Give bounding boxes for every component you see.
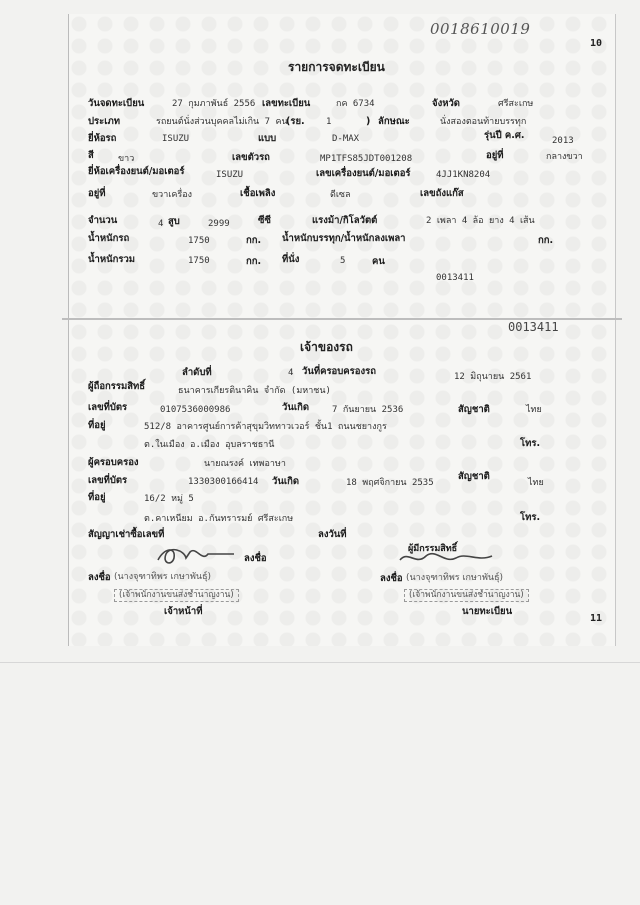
year-label: รุ่นปี ค.ศ. [484,130,525,141]
rot-close: ) [366,116,371,127]
owner-card-number: 0107536000986 [160,405,231,415]
gas-tank-label: เลขถังแก๊ส [420,188,464,199]
count-label: จำนวน [88,215,118,226]
nationality2-label: สัญชาติ [458,471,490,482]
order-label: ลำดับที่ [182,367,212,378]
fuel-label: เชื้อเพลิง [240,188,276,199]
right-signer-role: นายทะเบียน [462,606,513,617]
horsepower-label: แรงม้า/กิโลวัตต์ [312,215,378,226]
vehicle-style: นั่งสองตอนท้ายบรรทุก [440,117,527,127]
reg-date: 27 กุมภาพันธ์ 2556 [172,99,256,109]
owner-address-line1: 512/8 อาคารศูนย์การค้าสุขุมวิททาวเวอร์ ชั้น1 ถนนชยางกูร [144,422,387,432]
total-weight: 1750 [188,256,210,266]
address-label: ที่อยู่ [88,420,106,431]
engine-number: 4JJ1KN8204 [436,170,491,180]
engine-location: ขวาเครื่อง [152,190,192,200]
brand: ISUZU [162,134,190,144]
type-label: ประเภท [88,116,121,127]
fold-serial: 0013411 [508,320,559,334]
vehicle-weight: 1750 [188,236,210,246]
persons-label: คน [372,256,385,267]
brand-label: ยี่ห้อรถ [88,133,117,144]
holder-card-number: 1330300166414 [188,477,259,487]
left-signer-position: (เจ้าพนักงานขนส่งชำนาญงาน) [114,589,239,602]
left-signer-role: เจ้าหน้าที่ [164,606,203,617]
engine-brand: ISUZU [216,170,244,180]
style-label: ลักษณะ [378,116,410,127]
owner-heading: เจ้าของรถ [300,340,353,354]
vehicle-type: รถยนต์นั่งส่วนบุคคลไม่เกิน 7 คน [156,117,288,127]
kg-unit-3: กก. [246,256,262,267]
engine-number-label: เลขเครื่องยนต์/มอเตอร์ [316,168,411,179]
engine-brand-label: ยี่ห้อเครื่องยนต์/มอเตอร์ [88,166,185,177]
owner-name: ธนาคารเกียรตินาคิน จำกัด (มหาชน) [178,386,331,396]
tel-label: โทร. [520,438,541,449]
card2-label: เลขที่บัตร [88,475,128,486]
model-label: แบบ [258,133,277,144]
chassis-number: MP1TFS85JDT001208 [320,154,413,164]
owner-address-line2: ต.ในเมือง อ.เมือง อุบลราชธานี [144,440,275,450]
dob2-label: วันเกิด [272,476,299,487]
owner-label: ผู้ถือกรรมสิทธิ์ [88,381,146,392]
left-sign-label-top: ลงชื่อ [244,553,267,564]
lease-date-label: ลงวันที่ [318,529,347,540]
axles-wheels: 2 เพลา 4 ล้อ ยาง 4 เส้น [426,216,535,226]
left-signature [150,540,240,570]
tel2-label: โทร. [520,512,541,523]
model: D-MAX [332,134,360,144]
color-label: สี [88,150,94,161]
handwritten-number: 0018610019 [430,20,531,38]
holder-address-line1: 16/2 หมู่ 5 [144,494,194,504]
province: ศรีสะเกษ [498,99,534,109]
right-sign-label: ลงชื่อ [380,573,403,584]
rot-value: 1 [326,117,332,127]
owner-stamp-label: ผู้มีกรรมสิทธิ์ [408,544,458,554]
engine-cc: 2999 [208,219,230,229]
color: ขาว [118,154,135,164]
seats: 5 [340,256,346,266]
page-number-bottom: 11 [590,613,603,624]
holder-address-line2: ต.คาเหนียม อ.กันทรารมย์ ศรีสะเกษ [144,514,294,524]
card-label: เลขที่บัตร [88,402,128,413]
owner-dob: 7 กันยายน 2536 [332,405,404,415]
chassis-location-label: อยู่ที่ [486,150,504,161]
owner-order: 4 [288,368,294,378]
owner-nationality: ไทย [526,405,542,415]
reg-no-label: เลขทะเบียน [262,98,311,109]
rot-label: (รย. [286,116,305,127]
right-signer-position: (เจ้าพนักงานขนส่งชำนาญงาน) [404,589,529,602]
nationality-label: สัญชาติ [458,404,490,415]
load-label: น้ำหนักบรรทุก/น้ำหนักลงเพลา [282,233,406,244]
model-year: 2013 [552,136,574,146]
cylinder-label: สูบ [168,216,180,227]
lease-label: สัญญาเช่าซื้อเลขที่ [88,529,165,540]
weight-label: น้ำหนักรถ [88,233,130,244]
left-signer-name: (นางจุฑาทิพร เกษาพันธุ์) [114,572,212,582]
holder-label: ผู้ครอบครอง [88,457,139,468]
right-signer-name: (นางจุฑาทิพร เกษาพันธุ์) [406,573,504,583]
reg-no: กค 6734 [336,99,375,109]
dob-label: วันเกิด [282,402,309,413]
chassis-label: เลขตัวรถ [232,152,270,163]
possess-date: 12 มิถุนายน 2561 [454,372,532,382]
left-sign-label: ลงชื่อ [88,572,111,583]
right-signature [396,544,496,570]
reg-date-label: วันจดทะเบียน [88,98,145,109]
fuel: ดีเซล [330,190,351,200]
kg-unit-2: กก. [538,235,554,246]
address2-label: ที่อยู่ [88,492,106,503]
holder-name: นายณรงค์ เทพอาษา [204,459,286,469]
cc-label: ซีซี [258,215,271,226]
engine-location-label: อยู่ที่ [88,188,106,199]
page-number-top: 10 [590,38,603,49]
province-label: จังหวัด [432,98,460,109]
holder-dob: 18 พฤศจิกายน 2535 [346,478,434,488]
holder-nationality: ไทย [528,478,544,488]
cylinder-count: 4 [158,219,164,229]
registration-heading: รายการจดทะเบียน [288,60,385,74]
seats-label: ที่นั่ง [282,254,300,265]
registration-serial: 0013411 [436,273,474,283]
total-weight-label: น้ำหนักรวม [88,254,136,265]
possess-date-label: วันที่ครอบครองรถ [302,366,376,377]
kg-unit-1: กก. [246,235,262,246]
page-edge [0,662,640,663]
chassis-location: กลางขวา [546,152,583,162]
